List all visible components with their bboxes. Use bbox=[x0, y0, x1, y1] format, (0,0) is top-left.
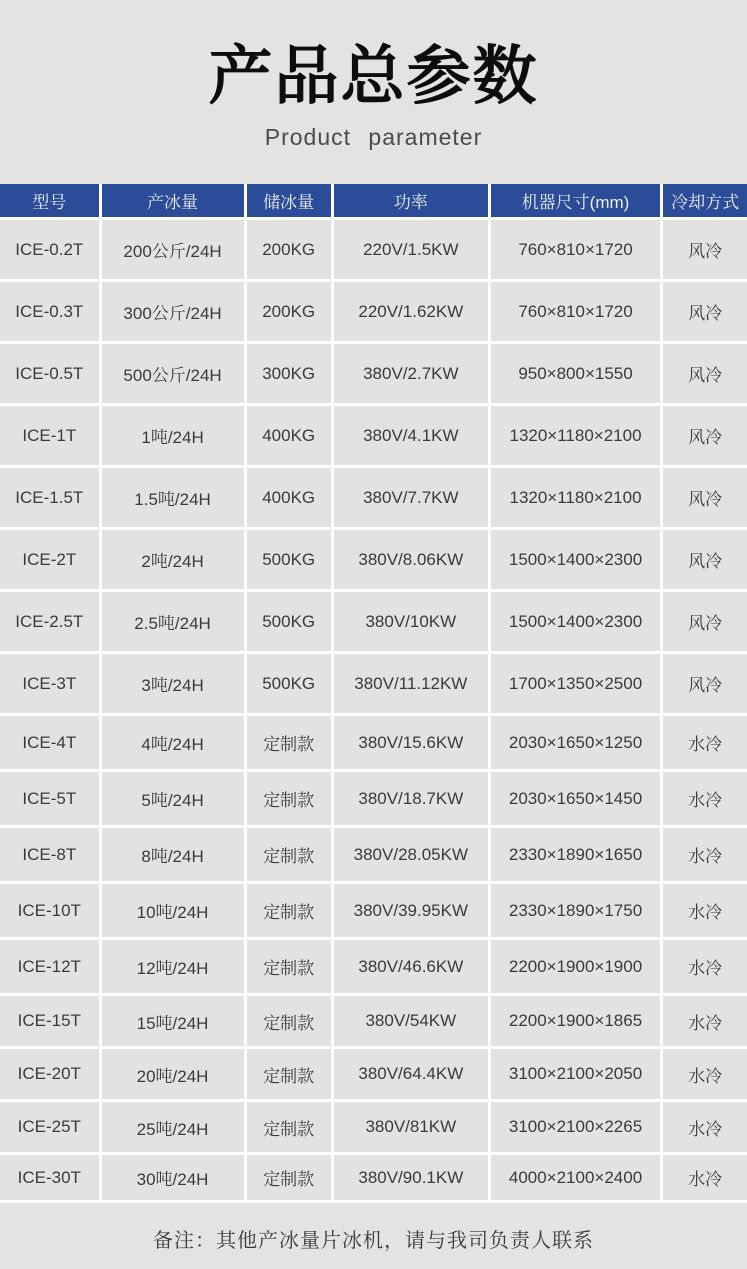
cell-dimensions: 2200×1900×1900 bbox=[489, 939, 662, 995]
cell-model: ICE-0.3T bbox=[0, 281, 100, 343]
cell-model: ICE-2.5T bbox=[0, 591, 100, 653]
cell-storage: 定制款 bbox=[245, 883, 332, 939]
cell-dimensions: 760×810×1720 bbox=[489, 219, 662, 281]
cell-production: 1吨/24H bbox=[100, 405, 245, 467]
cell-power: 380V/28.05KW bbox=[332, 827, 489, 883]
cell-cooling: 风冷 bbox=[662, 281, 747, 343]
cell-production: 5吨/24H bbox=[100, 771, 245, 827]
cell-power: 380V/54KW bbox=[332, 995, 489, 1048]
cell-model: ICE-0.5T bbox=[0, 343, 100, 405]
table-row bbox=[0, 529, 747, 591]
cell-cooling: 风冷 bbox=[662, 467, 747, 529]
cell-cooling: 风冷 bbox=[662, 343, 747, 405]
cell-power: 380V/11.12KW bbox=[332, 653, 489, 715]
cell-model: ICE-0.2T bbox=[0, 219, 100, 281]
cell-production: 15吨/24H bbox=[100, 995, 245, 1048]
table-row bbox=[0, 995, 747, 1048]
cell-dimensions: 2330×1890×1650 bbox=[489, 827, 662, 883]
cell-dimensions: 1500×1400×2300 bbox=[489, 591, 662, 653]
cell-production: 12吨/24H bbox=[100, 939, 245, 995]
cell-production: 3吨/24H bbox=[100, 653, 245, 715]
cell-cooling: 风冷 bbox=[662, 529, 747, 591]
cell-dimensions: 3100×2100×2265 bbox=[489, 1101, 662, 1154]
cell-model: ICE-8T bbox=[0, 827, 100, 883]
page-subtitle: Product parameter bbox=[264, 123, 483, 150]
cell-storage: 定制款 bbox=[245, 939, 332, 995]
cell-storage: 400KG bbox=[245, 467, 332, 529]
cell-power: 380V/10KW bbox=[332, 591, 489, 653]
table-header-row bbox=[0, 184, 747, 219]
cell-model: ICE-25T bbox=[0, 1101, 100, 1154]
cell-production: 200公斤/24H bbox=[100, 219, 245, 281]
cell-model: ICE-2T bbox=[0, 529, 100, 591]
column-header-storage: 储冰量 bbox=[245, 184, 332, 219]
cell-production: 2.5吨/24H bbox=[100, 591, 245, 653]
cell-dimensions: 1320×1180×2100 bbox=[489, 405, 662, 467]
cell-production: 25吨/24H bbox=[100, 1101, 245, 1154]
table-row bbox=[0, 343, 747, 405]
table-row bbox=[0, 405, 747, 467]
cell-model: ICE-1.5T bbox=[0, 467, 100, 529]
cell-production: 500公斤/24H bbox=[100, 343, 245, 405]
column-header-dimensions: 机器尺寸(mm) bbox=[489, 184, 662, 219]
cell-model: ICE-15T bbox=[0, 995, 100, 1048]
cell-storage: 定制款 bbox=[245, 1048, 332, 1101]
table-header bbox=[0, 184, 747, 219]
cell-power: 380V/64.4KW bbox=[332, 1048, 489, 1101]
cell-production: 4吨/24H bbox=[100, 715, 245, 771]
cell-cooling: 水冷 bbox=[662, 995, 747, 1048]
cell-production: 300公斤/24H bbox=[100, 281, 245, 343]
cell-production: 1.5吨/24H bbox=[100, 467, 245, 529]
cell-cooling: 风冷 bbox=[662, 405, 747, 467]
cell-model: ICE-3T bbox=[0, 653, 100, 715]
table-row bbox=[0, 467, 747, 529]
cell-storage: 定制款 bbox=[245, 995, 332, 1048]
cell-storage: 300KG bbox=[245, 343, 332, 405]
cell-power: 380V/8.06KW bbox=[332, 529, 489, 591]
cell-dimensions: 2030×1650×1450 bbox=[489, 771, 662, 827]
table-row bbox=[0, 281, 747, 343]
table-row bbox=[0, 591, 747, 653]
cell-storage: 200KG bbox=[245, 219, 332, 281]
cell-cooling: 水冷 bbox=[662, 827, 747, 883]
cell-dimensions: 760×810×1720 bbox=[489, 281, 662, 343]
cell-cooling: 水冷 bbox=[662, 715, 747, 771]
cell-production: 2吨/24H bbox=[100, 529, 245, 591]
cell-power: 380V/4.1KW bbox=[332, 405, 489, 467]
cell-power: 220V/1.5KW bbox=[332, 219, 489, 281]
cell-model: ICE-5T bbox=[0, 771, 100, 827]
cell-power: 380V/18.7KW bbox=[332, 771, 489, 827]
cell-production: 20吨/24H bbox=[100, 1048, 245, 1101]
cell-dimensions: 2330×1890×1750 bbox=[489, 883, 662, 939]
product-spec-table bbox=[0, 184, 747, 1204]
table-row bbox=[0, 1101, 747, 1154]
page-title: 产品总参数 bbox=[208, 40, 539, 112]
table-row bbox=[0, 883, 747, 939]
cell-production: 10吨/24H bbox=[100, 883, 245, 939]
column-header-production: 产冰量 bbox=[100, 184, 245, 219]
cell-power: 380V/15.6KW bbox=[332, 715, 489, 771]
cell-storage: 500KG bbox=[245, 591, 332, 653]
cell-cooling: 水冷 bbox=[662, 1048, 747, 1101]
cell-cooling: 水冷 bbox=[662, 771, 747, 827]
cell-dimensions: 3100×2100×2050 bbox=[489, 1048, 662, 1101]
table-row bbox=[0, 653, 747, 715]
cell-power: 380V/81KW bbox=[332, 1101, 489, 1154]
cell-power: 220V/1.62KW bbox=[332, 281, 489, 343]
cell-model: ICE-4T bbox=[0, 715, 100, 771]
cell-model: ICE-20T bbox=[0, 1048, 100, 1101]
footnote: 备注：其他产冰量片冰机，请与我司负责人联系 bbox=[153, 1230, 594, 1253]
cell-cooling: 水冷 bbox=[662, 1154, 747, 1202]
cell-dimensions: 1320×1180×2100 bbox=[489, 467, 662, 529]
cell-storage: 500KG bbox=[245, 653, 332, 715]
cell-storage: 定制款 bbox=[245, 827, 332, 883]
cell-power: 380V/39.95KW bbox=[332, 883, 489, 939]
cell-model: ICE-1T bbox=[0, 405, 100, 467]
cell-dimensions: 2030×1650×1250 bbox=[489, 715, 662, 771]
table-row bbox=[0, 1154, 747, 1202]
table-row bbox=[0, 715, 747, 771]
cell-storage: 定制款 bbox=[245, 771, 332, 827]
cell-cooling: 水冷 bbox=[662, 883, 747, 939]
cell-power: 380V/7.7KW bbox=[332, 467, 489, 529]
cell-cooling: 风冷 bbox=[662, 591, 747, 653]
cell-dimensions: 4000×2100×2400 bbox=[489, 1154, 662, 1202]
table-row bbox=[0, 939, 747, 995]
title-block bbox=[0, 0, 747, 151]
cell-cooling: 水冷 bbox=[662, 939, 747, 995]
cell-model: ICE-10T bbox=[0, 883, 100, 939]
cell-power: 380V/90.1KW bbox=[332, 1154, 489, 1202]
cell-storage: 500KG bbox=[245, 529, 332, 591]
cell-cooling: 风冷 bbox=[662, 653, 747, 715]
column-header-model: 型号 bbox=[0, 184, 100, 219]
cell-cooling: 水冷 bbox=[662, 1101, 747, 1154]
cell-model: ICE-12T bbox=[0, 939, 100, 995]
cell-storage: 定制款 bbox=[245, 715, 332, 771]
column-header-cooling: 冷却方式 bbox=[662, 184, 747, 219]
cell-production: 30吨/24H bbox=[100, 1154, 245, 1202]
cell-model: ICE-30T bbox=[0, 1154, 100, 1202]
cell-storage: 200KG bbox=[245, 281, 332, 343]
cell-production: 8吨/24H bbox=[100, 827, 245, 883]
cell-storage: 定制款 bbox=[245, 1154, 332, 1202]
column-header-power: 功率 bbox=[332, 184, 489, 219]
table-row bbox=[0, 771, 747, 827]
cell-cooling: 风冷 bbox=[662, 219, 747, 281]
cell-power: 380V/2.7KW bbox=[332, 343, 489, 405]
cell-storage: 定制款 bbox=[245, 1101, 332, 1154]
cell-dimensions: 2200×1900×1865 bbox=[489, 995, 662, 1048]
cell-storage: 400KG bbox=[245, 405, 332, 467]
table-row bbox=[0, 827, 747, 883]
cell-dimensions: 1500×1400×2300 bbox=[489, 529, 662, 591]
cell-dimensions: 950×800×1550 bbox=[489, 343, 662, 405]
cell-power: 380V/46.6KW bbox=[332, 939, 489, 995]
table-row bbox=[0, 219, 747, 281]
cell-dimensions: 1700×1350×2500 bbox=[489, 653, 662, 715]
table-row bbox=[0, 1048, 747, 1101]
table-body bbox=[0, 219, 747, 1202]
